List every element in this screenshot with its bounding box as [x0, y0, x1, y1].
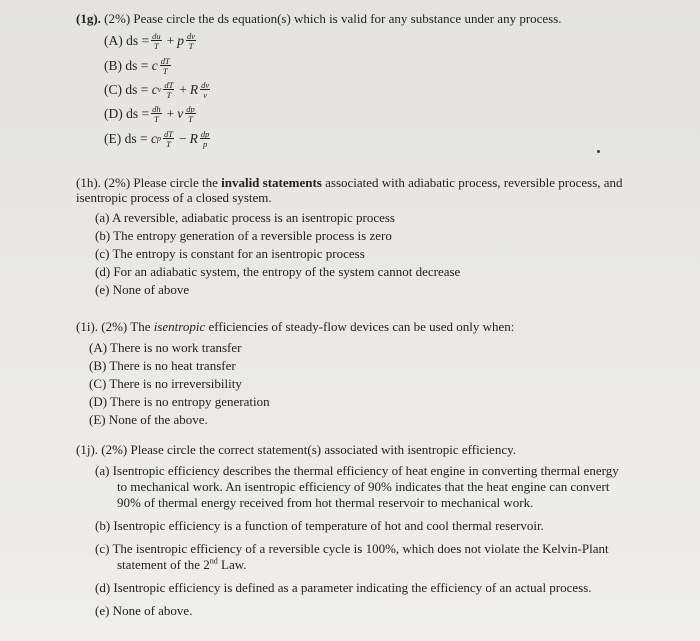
- q1h-item-c: (c) The entropy is constant for an isentropic process: [95, 246, 365, 261]
- q1i-item-d: (D) There is no entropy generation: [89, 394, 270, 409]
- q1i-item-a: (A) There is no work transfer: [89, 340, 242, 355]
- q1j-item-a-line3: 90% of thermal energy received from hot thermal reservoir to mechanical work.: [117, 495, 534, 510]
- q1h-title-line2: isentropic process of a closed system.: [76, 190, 272, 205]
- q1i-item-b: (B) There is no heat transfer: [89, 358, 236, 373]
- q1j-item-b: (b) Isentropic efficiency is a function of temperature of hot and cool thermal reservoir.: [95, 518, 544, 533]
- q1g-option-e: (E) ds = c p $\frac{dT}{T}$ − R $\frac{dp}{p}$: [104, 129, 210, 149]
- q1j-item-c-line2: statement of the 2nd Law.: [117, 556, 247, 572]
- speck-mark: [597, 150, 600, 153]
- q1g-title: (1g). (2%) Pease circle the ds equation(s) which is valid for any substance under any process.: [76, 11, 562, 26]
- q1j-item-e: (e) None of above.: [95, 603, 193, 618]
- q1j-item-d: (d) Isentropic efficiency is defined as a parameter indicating the efficiency of an actual process.: [95, 580, 592, 595]
- q1i-item-e: (E) None of the above.: [89, 412, 208, 427]
- q1j-item-c-line1: (c) The isentropic efficiency of a reversible cycle is 100%, which does not violate the Kelvin-Plant: [95, 541, 609, 556]
- q1h-item-a: (a) A reversible, adiabatic process is an isentropic process: [95, 210, 395, 225]
- q1i-title: (1i). (2%) The isentropic efficiencies of steady-flow devices can be used only when:: [76, 319, 515, 334]
- q1i-item-c: (C) There is no irreversibility: [89, 376, 242, 391]
- q1h-title-line1: (1h). (2%) Please circle the invalid statements associated with adiabatic process, reversible process, and: [76, 175, 623, 190]
- q1g-option-d: (D) ds = $\frac{dh}{T}$ + v $\frac{dp}{T}$: [104, 104, 195, 124]
- q1g-option-a: (A) ds = $\frac{du}{T}$ + p $\frac{dv}{T}$: [104, 31, 196, 51]
- q1g-option-b: (B) ds = c $\frac{dT}{T}$: [104, 56, 170, 76]
- q1h-item-e: (e) None of above: [95, 282, 190, 297]
- q1h-item-d: (d) For an adiabatic system, the entropy of the system cannot decrease: [95, 264, 461, 279]
- q1g-option-c: (C) ds = c v $\frac{dT}{T}$ + R $\frac{dv}{v}$: [104, 80, 210, 100]
- q1j-item-a-line2: to mechanical work. An isentropic efficiency of 90% indicates that the heat engine can convert: [117, 479, 610, 494]
- q1h-item-b: (b) The entropy generation of a reversible process is zero: [95, 228, 392, 243]
- q1j-item-a-line1: (a) Isentropic efficiency describes the thermal efficiency of heat engine in converting thermal energy: [95, 463, 619, 478]
- q1j-title: (1j). (2%) Please circle the correct statement(s) associated with isentropic efficiency.: [76, 442, 517, 457]
